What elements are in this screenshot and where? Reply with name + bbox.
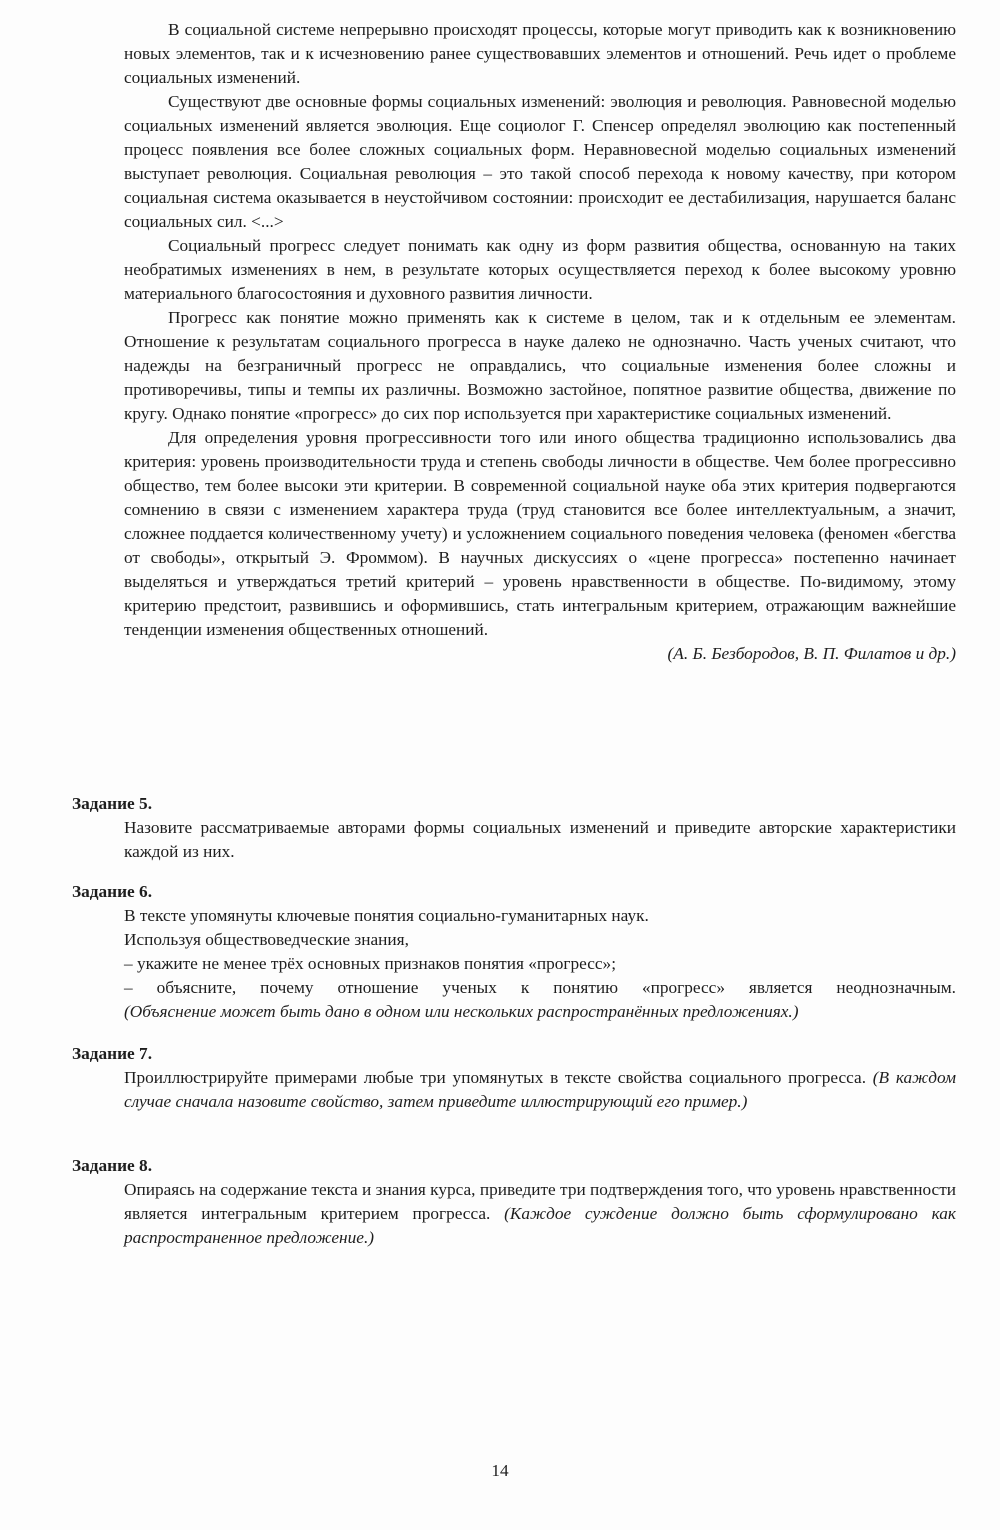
task-6 <box>72 880 956 1024</box>
task-note: (Объяснение может быть дано в одном или нескольких распространённых предложениях.) <box>124 1002 799 1021</box>
text-paragraph: Прогресс как понятие можно применять как к системе в целом, так и к отдельным ее элементам. Отношение к результатам социального прогресса в науке далеко не однозначно. Часть ученых считают, что надежды на безграничный прогресс не оправдались, что социальные изменения более сложны и противоречивы, типы и темпы их различны. Возможно застойное, попятное развитие общества, движение по кругу. Однако понятие «прогресс» до сих пор используется при характеристике социальных изменений. <box>124 308 956 423</box>
task-title: Задание 7. <box>72 1044 153 1063</box>
task-text: Назовите рассматриваемые авторами формы социальных изменений и приведите авторские характеристики каждой из них. <box>124 818 956 861</box>
task-body <box>124 904 956 1024</box>
task-5 <box>72 792 956 864</box>
task-text: Опираясь на содержание текста и знания курса, приведите три подтверждения того, что уровень нравственности является интегральным критерием прогресса. (Каждое суждение должно быть сформулировано как распространенное предложение.) <box>124 1180 956 1247</box>
task-note: (Каждое суждение должно быть сформулировано как распространенное предложение.) <box>124 1204 956 1247</box>
text-paragraph: В социальной системе непрерывно происходят процессы, которые могут приводить как к возникновению новых элементов, так и к исчезновению ранее существовавших элементов и отношений. Речь идет о проблеме социальных изменений. <box>124 20 956 87</box>
task-title: Задание 5. <box>72 794 153 813</box>
text-paragraph: Существуют две основные формы социальных изменений: эволюция и революция. Равновесной моделью социальных изменений является эволюция. Еще социолог Г. Спенсер определял эволюцию как постепенный процесс появления все более сложных социальных форм. Неравновесной моделью социальных изменений выступает революция. Социальная революция – это такой способ перехода к новому качеству, при котором социальная система оказывается в неустойчивом состоянии: происходит ее дестабилизация, нарушается баланс социальных сил. <...> <box>124 92 956 231</box>
task-body <box>124 816 956 864</box>
task-text: – укажите не менее трёх основных признаков понятия «прогресс»; <box>124 954 616 973</box>
text-paragraph: Социальный прогресс следует понимать как одну из форм развития общества, основанную на таких необратимых изменениях в нем, в результате которых осуществляется переход к более высокому уровню материального благосостояния и духовного развития личности. <box>124 236 956 303</box>
task-body <box>124 1178 956 1250</box>
task-title: Задание 6. <box>72 882 153 901</box>
task-text: – объясните, почему отношение ученых к понятию «прогресс» является неоднозначным. <box>124 978 956 997</box>
task-text: Используя обществоведческие знания, <box>124 930 409 949</box>
source-text <box>124 18 956 666</box>
page-number: 14 <box>491 1461 509 1480</box>
text-source: (А. Б. Безбородов, В. П. Филатов и др.) <box>667 644 956 663</box>
task-text: Проиллюстрируйте примерами любые три упомянутых в тексте свойства социального прогресса. (В каждом случае сначала назовите свойство, затем приведите иллюстрирующий его пример.) <box>124 1068 956 1111</box>
text-paragraph: Для определения уровня прогрессивности того или иного общества традиционно использовались два критерия: уровень производительности труда и степень свободы личности в обществе. Чем более прогрессивно общество, тем более высоки эти критерии. В современной социальной науке оба этих критерия подвергаются сомнению в связи с изменением характера труда (труд становится все более интеллектуальным, а значит, сложнее поддается количественному учету) и усложнением социального поведения человека (феномен «бегства от свободы», открытый Э. Фроммом). В научных дискуссиях о «цене прогресса» постепенно начинает выделяться и утверждаться третий критерий – уровень нравственности в обществе. По-видимому, этому критерию предстоит, развившись и оформившись, стать интегральным критерием, отражающим важнейшие тенденции изменения общественных отношений. <box>124 428 956 639</box>
task-text: В тексте упомянуты ключевые понятия социально-гуманитарных наук. <box>124 906 649 925</box>
task-title: Задание 8. <box>72 1156 153 1175</box>
task-note: (В каждом случае сначала назовите свойство, затем приведите иллюстрирующий его пример.) <box>124 1068 956 1111</box>
task-body <box>124 1066 956 1114</box>
task-7 <box>72 1042 956 1114</box>
task-8 <box>72 1154 956 1250</box>
